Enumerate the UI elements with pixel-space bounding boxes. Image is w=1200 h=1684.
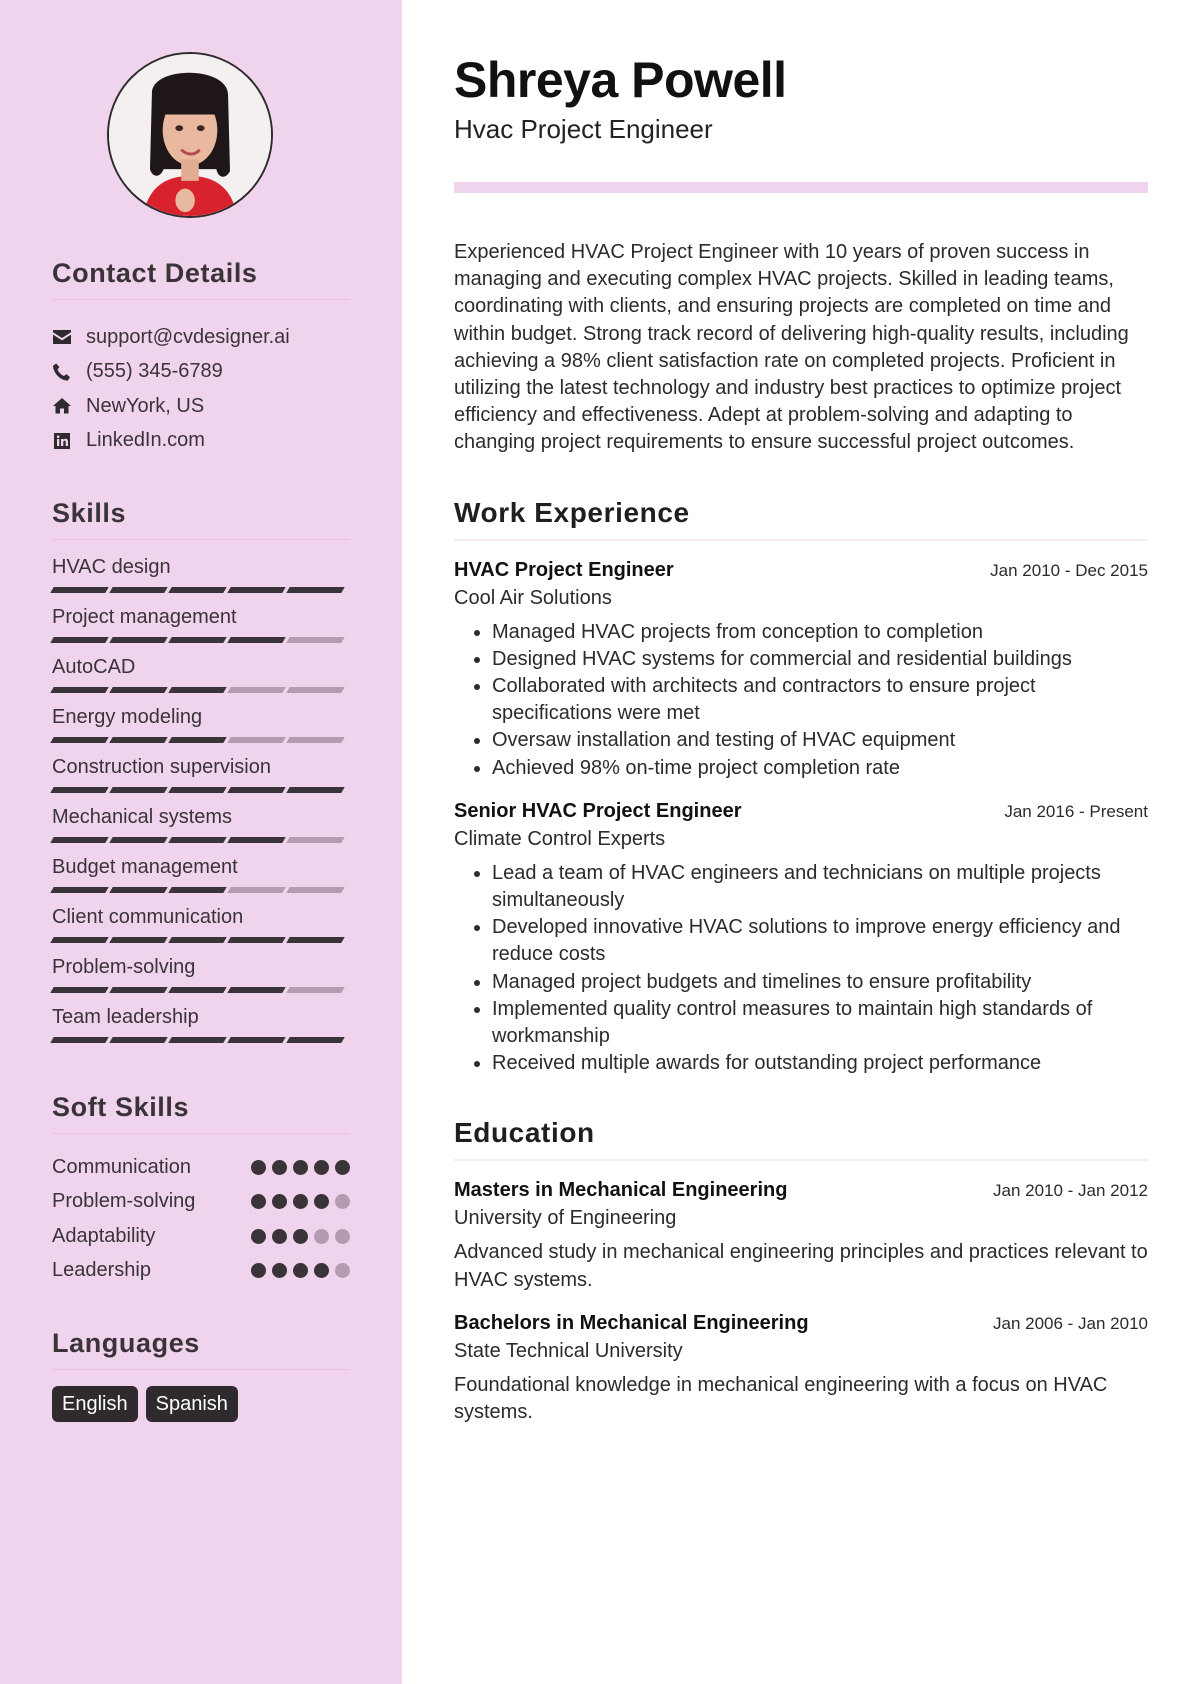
job-date: Jan 2016 - Present bbox=[1004, 801, 1148, 821]
skill-level-segment bbox=[168, 637, 226, 643]
skill-level-segment bbox=[286, 887, 344, 893]
job-bullet: • Implemented quality control measures to maintain high standards of workmanship bbox=[492, 996, 1148, 1050]
skill-level-segment bbox=[286, 637, 344, 643]
soft-skill-rating bbox=[251, 1229, 350, 1244]
rating-dot bbox=[293, 1263, 308, 1278]
skill-level-segment bbox=[227, 1037, 285, 1043]
skill-level-bar bbox=[52, 687, 350, 693]
skill-name: Client communication bbox=[52, 906, 244, 928]
education-entry bbox=[454, 1177, 1148, 1293]
job-bullet: • Achieved 98% on-time project completion rate bbox=[492, 755, 1148, 782]
company-name: Cool Air Solutions bbox=[454, 586, 612, 609]
skill-level-segment bbox=[286, 687, 344, 693]
skill-level-bar bbox=[52, 937, 350, 943]
contact-email-text: support@cvdesigner.ai bbox=[86, 325, 290, 348]
skill-item bbox=[52, 904, 350, 954]
rating-dot bbox=[251, 1194, 266, 1209]
degree-title: Masters in Mechanical Engineering bbox=[454, 1179, 788, 1202]
skill-level-segment bbox=[50, 987, 108, 993]
phone-icon bbox=[52, 362, 86, 382]
skill-level-segment bbox=[50, 737, 108, 743]
skills-section bbox=[52, 498, 350, 1054]
school-name: University of Engineering bbox=[454, 1207, 677, 1230]
education-heading: Education bbox=[454, 1117, 1148, 1161]
skill-level-segment bbox=[109, 587, 167, 593]
skill-name: Budget management bbox=[52, 856, 238, 878]
skill-level-bar bbox=[52, 587, 350, 593]
avatar bbox=[107, 52, 273, 218]
skill-item bbox=[52, 754, 350, 804]
skill-item bbox=[52, 954, 350, 1004]
main-content bbox=[402, 0, 1200, 1684]
skill-level-segment bbox=[50, 637, 108, 643]
work-entry-header bbox=[454, 798, 1148, 824]
job-bullet: • Oversaw installation and testing of HVAC equipment bbox=[492, 727, 1148, 754]
skill-item bbox=[52, 604, 350, 654]
envelope-icon bbox=[52, 327, 86, 347]
skill-name: Construction supervision bbox=[52, 756, 271, 778]
accent-divider bbox=[454, 182, 1148, 193]
skill-level-segment bbox=[109, 637, 167, 643]
skill-name: Team leadership bbox=[52, 1006, 199, 1028]
skill-item bbox=[52, 704, 350, 754]
skill-name: Problem-solving bbox=[52, 956, 196, 978]
contact-section bbox=[52, 258, 350, 458]
rating-dot bbox=[251, 1160, 266, 1175]
skill-level-segment bbox=[227, 587, 285, 593]
candidate-title: Hvac Project Engineer bbox=[454, 114, 713, 144]
skill-level-segment bbox=[50, 887, 108, 893]
skill-level-segment bbox=[227, 637, 285, 643]
skill-level-segment bbox=[227, 937, 285, 943]
degree-title: Bachelors in Mechanical Engineering bbox=[454, 1311, 809, 1334]
soft-skill-name: Adaptability bbox=[52, 1224, 156, 1247]
job-bullet: • Managed HVAC projects from conception to completion bbox=[492, 619, 1148, 646]
languages-heading: Languages bbox=[52, 1328, 350, 1370]
soft-skill-name: Problem-solving bbox=[52, 1190, 196, 1213]
language-tag: Spanish bbox=[146, 1386, 238, 1422]
skill-level-segment bbox=[227, 787, 285, 793]
skill-level-segment bbox=[286, 837, 344, 843]
rating-dot bbox=[335, 1263, 350, 1278]
contact-heading: Contact Details bbox=[52, 258, 350, 300]
skill-level-segment bbox=[50, 787, 108, 793]
contact-phone-text: (555) 345-6789 bbox=[86, 360, 223, 383]
skill-level-bar bbox=[52, 637, 350, 643]
contact-location-text: NewYork, US bbox=[86, 394, 205, 417]
work-entries bbox=[454, 557, 1148, 1078]
rating-dot bbox=[335, 1160, 350, 1175]
skill-level-segment bbox=[50, 837, 108, 843]
contact-location bbox=[52, 389, 350, 424]
skill-level-segment bbox=[227, 887, 285, 893]
rating-dot bbox=[335, 1194, 350, 1209]
job-date: Jan 2010 - Dec 2015 bbox=[990, 560, 1148, 580]
skill-level-segment bbox=[50, 937, 108, 943]
skill-level-segment bbox=[50, 1037, 108, 1043]
skill-level-segment bbox=[168, 1037, 226, 1043]
skill-level-segment bbox=[286, 937, 344, 943]
skill-level-segment bbox=[168, 687, 226, 693]
skill-level-segment bbox=[286, 737, 344, 743]
rating-dot bbox=[293, 1229, 308, 1244]
skill-level-segment bbox=[227, 837, 285, 843]
education-section bbox=[454, 1117, 1148, 1426]
skill-level-segment bbox=[109, 787, 167, 793]
skill-level-segment bbox=[50, 687, 108, 693]
skill-level-segment bbox=[50, 587, 108, 593]
skill-level-bar bbox=[52, 887, 350, 893]
profile-photo bbox=[109, 54, 271, 216]
skill-level-segment bbox=[109, 837, 167, 843]
skill-level-segment bbox=[286, 1037, 344, 1043]
soft-skills-list bbox=[52, 1150, 350, 1288]
linkedin-icon bbox=[52, 431, 86, 451]
skill-level-bar bbox=[52, 837, 350, 843]
degree-date: Jan 2006 - Jan 2010 bbox=[992, 1313, 1148, 1333]
company-name: Climate Control Experts bbox=[454, 827, 666, 850]
soft-skill-rating bbox=[251, 1194, 350, 1209]
soft-skill-item bbox=[52, 1150, 350, 1185]
skill-name: Energy modeling bbox=[52, 706, 203, 728]
job-bullet: • Received multiple awards for outstanding project performance bbox=[492, 1050, 1148, 1077]
skill-level-segment bbox=[168, 937, 226, 943]
education-entry bbox=[454, 1310, 1148, 1426]
soft-skills-section bbox=[52, 1092, 350, 1288]
job-bullet: • Designed HVAC systems for commercial and residential buildings bbox=[492, 646, 1148, 673]
job-bullet: • Collaborated with architects and contractors to ensure project specifications were met bbox=[492, 673, 1148, 727]
rating-dot bbox=[293, 1160, 308, 1175]
degree-description: Advanced study in mechanical engineering principles and practices relevant to HVAC systems. bbox=[454, 1241, 1148, 1291]
skill-name: HVAC design bbox=[52, 556, 171, 578]
job-bullets bbox=[454, 619, 1148, 782]
skill-level-segment bbox=[109, 1037, 167, 1043]
contact-phone[interactable] bbox=[52, 355, 350, 390]
job-bullet: • Developed innovative HVAC solutions to improve energy efficiency and reduce costs bbox=[492, 914, 1148, 968]
job-bullet: • Lead a team of HVAC engineers and technicians on multiple projects simultaneously bbox=[492, 860, 1148, 914]
soft-skill-name: Communication bbox=[52, 1155, 191, 1178]
skill-level-segment bbox=[286, 587, 344, 593]
skill-name: Mechanical systems bbox=[52, 806, 233, 828]
work-entry bbox=[454, 557, 1148, 782]
rating-dot bbox=[251, 1263, 266, 1278]
rating-dot bbox=[314, 1194, 329, 1209]
skill-level-segment bbox=[168, 787, 226, 793]
skill-level-bar bbox=[52, 787, 350, 793]
soft-skill-item bbox=[52, 1219, 350, 1254]
rating-dot bbox=[314, 1229, 329, 1244]
contact-linkedin-text: LinkedIn.com bbox=[86, 429, 205, 452]
skill-level-bar bbox=[52, 987, 350, 993]
rating-dot bbox=[272, 1160, 287, 1175]
sidebar bbox=[0, 0, 402, 1684]
skill-level-segment bbox=[168, 587, 226, 593]
skill-item bbox=[52, 1004, 350, 1054]
school-name: State Technical University bbox=[454, 1339, 683, 1362]
skill-level-segment bbox=[109, 937, 167, 943]
education-entry-header bbox=[454, 1310, 1148, 1336]
skills-heading: Skills bbox=[52, 498, 350, 540]
skill-level-segment bbox=[168, 987, 226, 993]
job-title: Senior HVAC Project Engineer bbox=[454, 799, 742, 822]
skill-level-segment bbox=[227, 687, 285, 693]
skill-level-segment bbox=[286, 987, 344, 993]
job-title: HVAC Project Engineer bbox=[454, 558, 674, 581]
soft-skill-rating bbox=[251, 1263, 350, 1278]
skill-item bbox=[52, 554, 350, 604]
profile-summary: Experienced HVAC Project Engineer with 10 years of proven success in managing and executing complex HVAC projects. Skilled in leading teams, coordinating with clients, and ensuring projects are completed on time and within budget. Strong track record of delivering high-quality results, including achieving a 98% client satisfaction rate on completed projects. Proficient in utilizing the latest technology and industry best practices to optimize project efficiency and effectiveness. Adept at problem-solving and adapting to changing project requirements to ensure successful project outcomes. bbox=[454, 241, 1129, 454]
work-entry-header bbox=[454, 557, 1148, 583]
rating-dot bbox=[272, 1263, 287, 1278]
rating-dot bbox=[272, 1194, 287, 1209]
rating-dot bbox=[335, 1229, 350, 1244]
skill-name: Project management bbox=[52, 606, 237, 628]
soft-skill-item bbox=[52, 1185, 350, 1220]
skill-name: AutoCAD bbox=[52, 656, 136, 678]
contact-email[interactable] bbox=[52, 320, 350, 355]
soft-skill-item bbox=[52, 1254, 350, 1289]
skill-level-segment bbox=[109, 887, 167, 893]
soft-skill-rating bbox=[251, 1160, 350, 1175]
degree-date: Jan 2010 - Jan 2012 bbox=[992, 1181, 1148, 1201]
soft-skills-heading: Soft Skills bbox=[52, 1092, 350, 1134]
job-bullets bbox=[454, 860, 1148, 1078]
contact-list bbox=[52, 320, 350, 458]
skill-level-segment bbox=[168, 887, 226, 893]
work-experience-section bbox=[454, 497, 1148, 1078]
skill-level-segment bbox=[109, 687, 167, 693]
degree-description: Foundational knowledge in mechanical engineering with a focus on HVAC systems. bbox=[454, 1373, 1108, 1424]
skills-list bbox=[52, 554, 350, 1054]
soft-skill-name: Leadership bbox=[52, 1259, 151, 1282]
language-tag: English bbox=[52, 1386, 138, 1422]
languages-section bbox=[52, 1328, 350, 1422]
skill-level-bar bbox=[52, 737, 350, 743]
rating-dot bbox=[251, 1229, 266, 1244]
contact-linkedin[interactable] bbox=[52, 424, 350, 459]
rating-dot bbox=[272, 1229, 287, 1244]
skill-level-segment bbox=[168, 737, 226, 743]
job-bullet: • Managed project budgets and timelines to ensure profitability bbox=[492, 969, 1148, 996]
rating-dot bbox=[314, 1160, 329, 1175]
skill-item bbox=[52, 804, 350, 854]
skill-item bbox=[52, 854, 350, 904]
work-experience-heading: Work Experience bbox=[454, 497, 1148, 541]
work-entry bbox=[454, 798, 1148, 1078]
education-entry-header bbox=[454, 1177, 1148, 1203]
skill-level-segment bbox=[109, 987, 167, 993]
skill-level-segment bbox=[227, 737, 285, 743]
skill-level-segment bbox=[286, 787, 344, 793]
languages-list bbox=[52, 1386, 350, 1422]
skill-item bbox=[52, 654, 350, 704]
skill-level-segment bbox=[168, 837, 226, 843]
skill-level-segment bbox=[227, 987, 285, 993]
skill-level-segment bbox=[109, 737, 167, 743]
rating-dot bbox=[293, 1194, 308, 1209]
rating-dot bbox=[314, 1263, 329, 1278]
home-icon bbox=[52, 396, 86, 416]
education-entries bbox=[454, 1177, 1148, 1426]
skill-level-bar bbox=[52, 1037, 350, 1043]
candidate-name: Shreya Powell bbox=[454, 52, 787, 108]
